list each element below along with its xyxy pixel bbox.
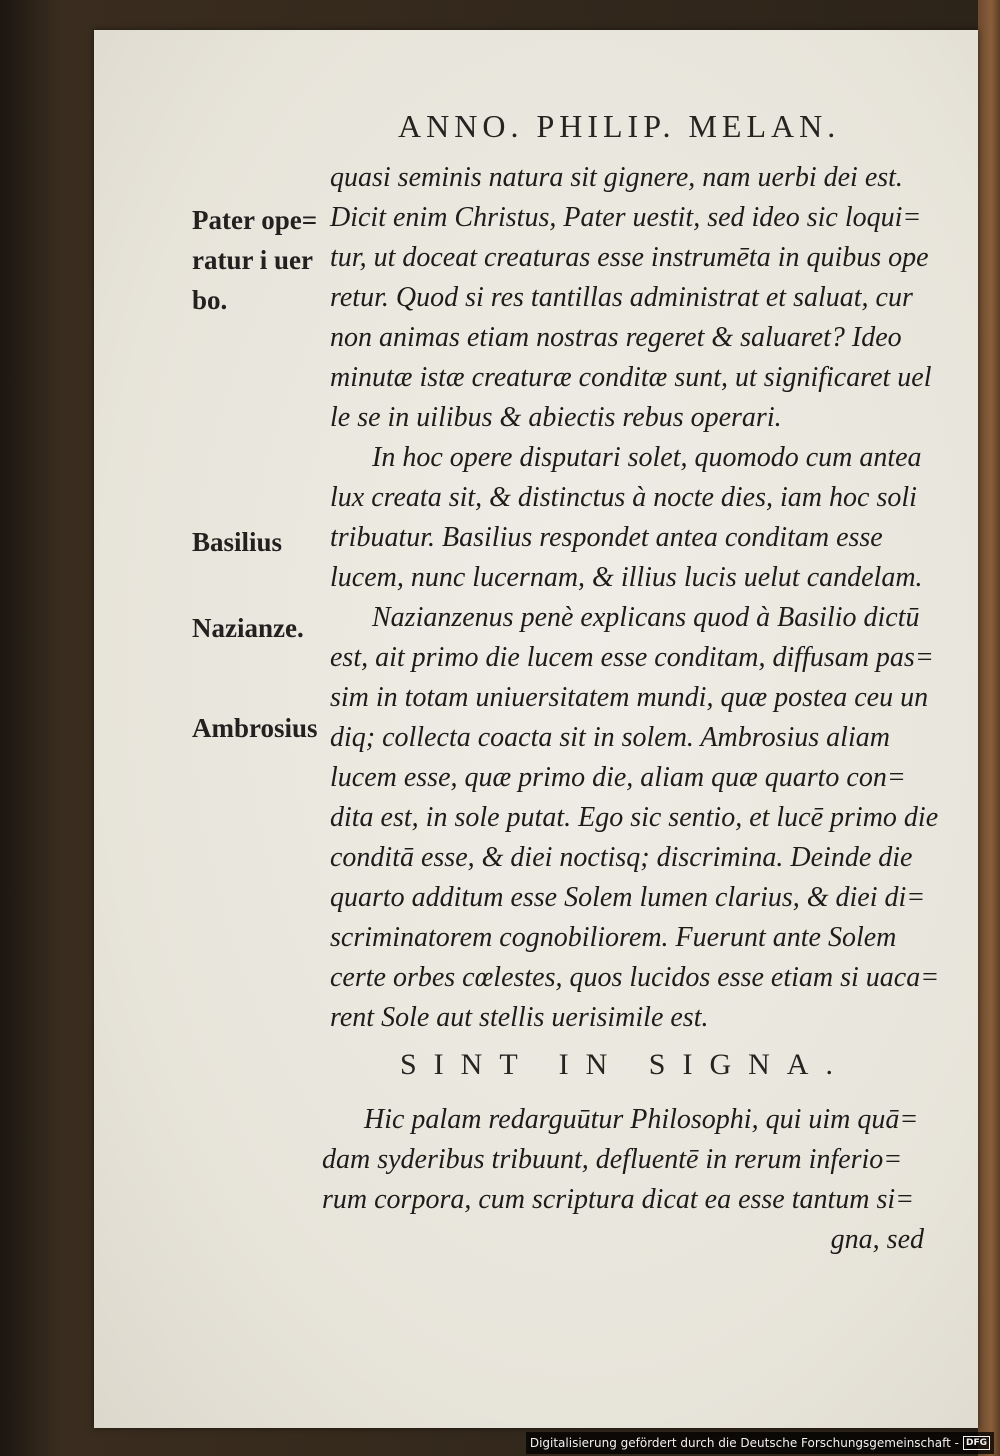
text-line: conditā esse, & diei noctisq; discrimina. Deinde die [330,842,913,873]
book-edge [978,0,1000,1456]
text-line: In hoc opere disputari solet, quomodo cum antea [372,442,922,473]
text-line: lucem esse, quæ primo die, aliam quæ quarto con= [330,762,906,793]
section-text [322,1100,934,1260]
text-line: non animas etiam nostras regeret & saluaret? Ideo [330,322,902,353]
footer-text: Digitalisierung gefördert durch die Deutsche Forschungsgemeinschaft - [529,1436,959,1450]
margin-note-basilius: Basilius [192,527,283,557]
text-line: diq; collecta coacta sit in solem. Ambrosius aliam [330,722,890,753]
text-line: rum corpora, cum scriptura dicat ea esse tantum si= [322,1184,915,1215]
catchword: gna, sed [830,1224,924,1255]
text-line: Hic palam redarguūtur Philosophi, qui uim quā= [364,1104,919,1135]
text-line: sim in totam uniuersitatem mundi, quæ postea ceu un [330,682,929,713]
text-line: minutæ istæ creaturæ conditæ sunt, ut significaret uel [330,362,932,393]
text-line: quarto additum esse Solem lumen clarius, & diei di= [330,882,926,913]
text-line: quasi seminis natura sit gignere, nam uerbi dei est. [330,162,903,193]
text-line: dita est, in sole putat. Ego sic sentio, et lucē primo die [330,802,939,833]
text-line: Nazianzenus penè explicans quod à Basilio dictū [372,602,920,633]
margin-note-ambrosius: Ambrosius [192,713,318,743]
margin-note-pater-1: Pater ope= [192,205,318,235]
main-text [330,158,942,1038]
margin-note-pater-3: bo. [192,285,228,315]
text-line: certe orbes cœlestes, quos lucidos esse etiam si uaca= [330,962,940,993]
text-line: tur, ut doceat creaturas esse instrumēta in quibus ope [330,242,929,273]
text-line: lucem, nunc lucernam, & illius lucis uelut candelam. [330,562,923,593]
text-line: dam syderibus tribuunt, defluentē in rerum inferio= [322,1144,903,1175]
text-line: lux creata sit, & distinctus à nocte dies, iam hoc soli [330,482,917,513]
margin-note-nazianze: Nazianze. [192,613,304,643]
margin-note-pater-2: ratur i uer [192,245,313,275]
text-line: le se in uilibus & abiectis rebus operari. [330,402,782,433]
running-head: ANNO. PHILIP. MELAN. [398,108,841,144]
text-line: Dicit enim Christus, Pater uestit, sed ideo sic loqui= [330,202,922,233]
section-title: SINT IN SIGNA. [400,1048,850,1081]
text-line: est, ait primo die lucem esse conditam, diffusam pas= [330,642,934,673]
funding-footer [526,1432,994,1454]
text-line: scriminatorem cognobiliorem. Fuerunt ante Solem [330,922,897,953]
text-line: rent Sole aut stellis uerisimile est. [330,1002,709,1033]
dfg-logo: DFG [963,1436,990,1450]
text-line: tribuatur. Basilius respondet antea conditam esse [330,522,883,553]
text-line: retur. Quod si res tantillas administrat et saluat, cur [330,282,913,313]
